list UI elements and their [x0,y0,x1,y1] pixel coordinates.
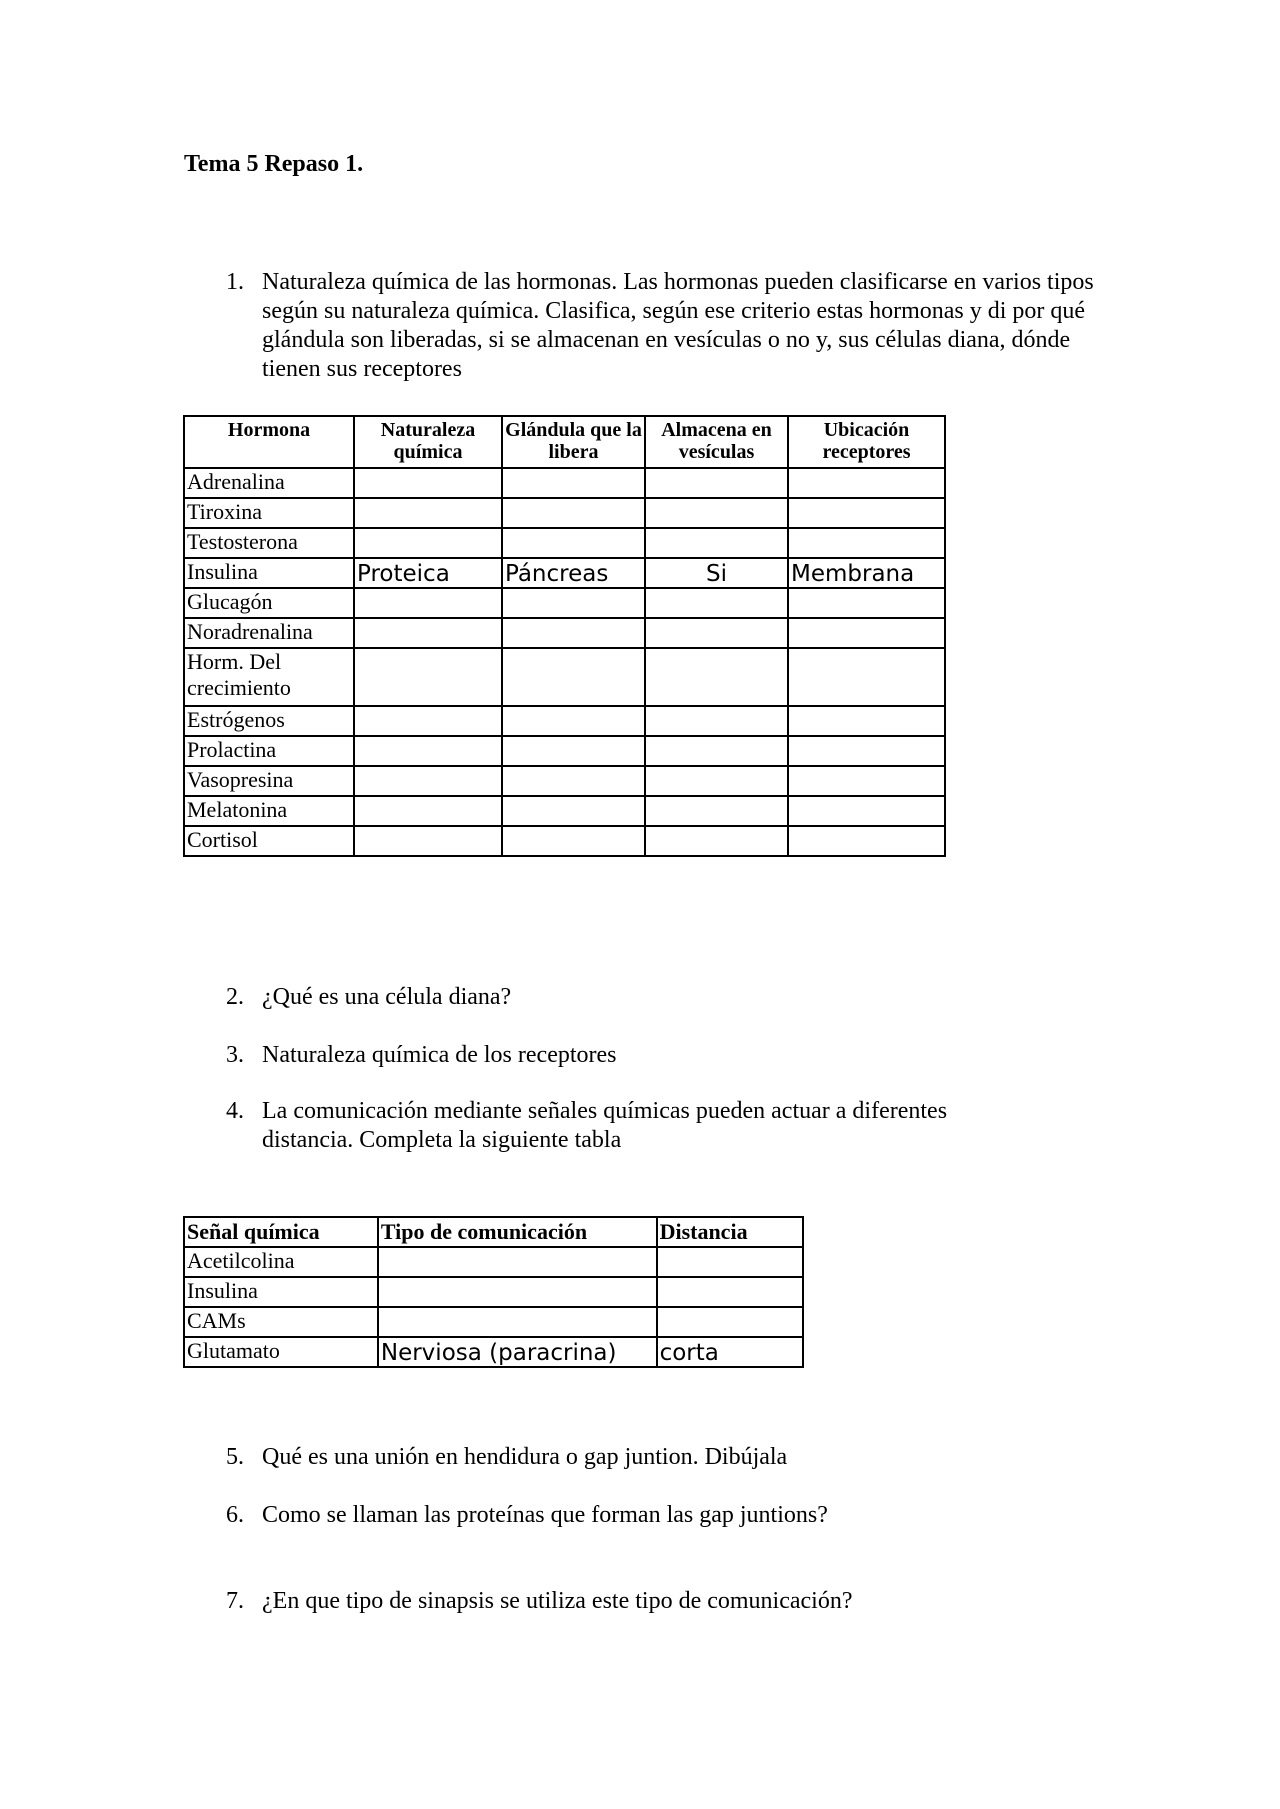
table-cell: Proteica [354,558,502,588]
table-row [184,1247,803,1277]
table-cell [354,796,502,826]
table-cell [788,618,945,648]
table-cell [354,618,502,648]
question-text: ¿En que tipo de sinapsis se utiliza este tipo de comunicación? [262,1588,853,1614]
table-cell [645,706,788,736]
row-label-cell: Estrógenos [184,706,354,736]
table-row [184,468,945,498]
table-cell [645,736,788,766]
table-cell [354,588,502,618]
table-cell [788,796,945,826]
table-cell [645,528,788,558]
question-text: Naturaleza química de las hormonas. Las hormonas pueden clasificarse en varios tipos según su naturaleza química. Clasifica, según ese criterio estas hormonas y di por qué glándula son liberadas, si se almacenan en vesículas o no y, sus células diana, dónde tienen sus receptores [262,269,1094,382]
table-cell [788,498,945,528]
table-cell [354,766,502,796]
row-label-cell: Insulina [184,1277,378,1307]
table-row [184,498,945,528]
table-cell [657,1247,803,1277]
table-cell [645,498,788,528]
question-number: 4. [226,1098,244,1124]
table-row [184,766,945,796]
table-row [184,528,945,558]
signal-table [183,1216,804,1368]
table-cell [502,588,645,618]
table-cell [502,498,645,528]
row-label-cell: Adrenalina [184,468,354,498]
header-hormona: Hormona [184,416,354,468]
table-cell [645,648,788,706]
question-number: 3. [226,1042,244,1068]
table-cell [502,706,645,736]
table-cell: corta [657,1337,803,1367]
table-cell [645,588,788,618]
table-cell [788,826,945,856]
question-text: Naturaleza química de los receptores [262,1042,617,1068]
table-cell [378,1277,657,1307]
header-distancia: Distancia [657,1217,803,1247]
table-row [184,1277,803,1307]
row-label-cell: Acetilcolina [184,1247,378,1277]
row-label-cell: Noradrenalina [184,618,354,648]
table-row [184,648,945,706]
question-number: 1. [226,269,244,295]
header-tipo: Tipo de comunicación [378,1217,657,1247]
table-cell [657,1307,803,1337]
table-cell [788,766,945,796]
table-cell [354,826,502,856]
row-label-cell: Melatonina [184,796,354,826]
row-label-cell: Testosterona [184,528,354,558]
table-cell [645,468,788,498]
table-cell [502,618,645,648]
table-cell [788,528,945,558]
table-cell [788,588,945,618]
table-cell [354,528,502,558]
row-label-cell: Cortisol [184,826,354,856]
question-text: La comunicación mediante señales químicas pueden actuar a diferentes distancia. Completa la siguiente tabla [262,1098,948,1153]
table-cell [378,1307,657,1337]
table-cell [502,736,645,766]
table-row [184,706,945,736]
row-label-cell: Vasopresina [184,766,354,796]
table-row [184,826,945,856]
table-row [184,558,945,588]
table-cell [502,468,645,498]
table-cell [788,648,945,706]
question-text: Como se llaman las proteínas que forman las gap juntions? [262,1502,828,1528]
table-cell [354,498,502,528]
table-cell: Si [645,558,788,588]
table-cell [645,826,788,856]
table-row [184,736,945,766]
row-label-cell: CAMs [184,1307,378,1337]
table-cell [502,796,645,826]
table-row [184,1307,803,1337]
table-cell: Nerviosa (paracrina) [378,1337,657,1367]
row-label-cell: Glucagón [184,588,354,618]
table-header-row [184,416,945,468]
header-ubicacion: Ubicación receptores [788,416,945,468]
table-cell [502,826,645,856]
table-cell [788,736,945,766]
header-naturaleza: Naturaleza química [354,416,502,468]
row-label-cell: Horm. Del crecimiento [184,648,354,706]
question-number: 7. [226,1588,244,1614]
table-cell [378,1247,657,1277]
table-row [184,618,945,648]
table-cell [354,706,502,736]
question-number: 5. [226,1444,244,1470]
header-glandula: Glándula que la libera [502,416,645,468]
table-cell [788,468,945,498]
row-label-cell: Prolactina [184,736,354,766]
question-number: 2. [226,984,244,1010]
table-cell [502,766,645,796]
table-cell [354,736,502,766]
table-row [184,588,945,618]
table-row [184,796,945,826]
table-header-row [184,1217,803,1247]
table-cell [354,468,502,498]
header-almacena: Almacena en vesículas [645,416,788,468]
table-cell [645,796,788,826]
table-cell [657,1277,803,1307]
hormone-table [183,415,946,857]
table-cell [645,766,788,796]
row-label-cell: Tiroxina [184,498,354,528]
header-senal: Señal química [184,1217,378,1247]
table-cell [645,618,788,648]
question-number: 6. [226,1502,244,1528]
document-title: Tema 5 Repaso 1. [184,151,364,177]
table-cell: Páncreas [502,558,645,588]
question-text: ¿Qué es una célula diana? [262,984,512,1010]
table-cell [354,648,502,706]
table-cell [502,648,645,706]
question-text: Qué es una unión en hendidura o gap juntion. Dibújala [262,1444,788,1470]
row-label-cell: Glutamato [184,1337,378,1367]
table-cell [788,706,945,736]
row-label-cell: Insulina [184,558,354,588]
table-cell [502,528,645,558]
table-cell: Membrana [788,558,945,588]
table-row [184,1337,803,1367]
